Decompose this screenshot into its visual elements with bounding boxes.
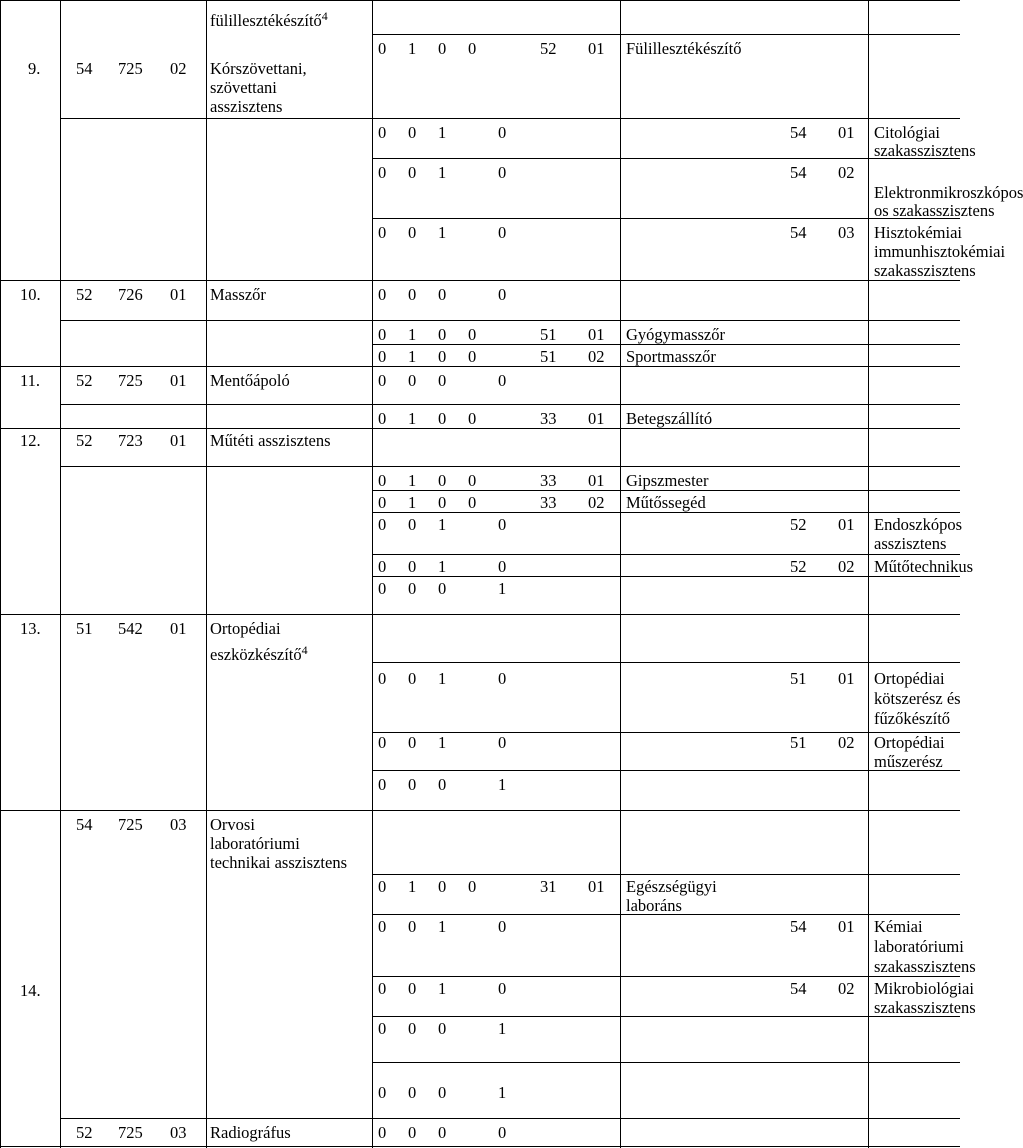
digit: 0 [378,515,387,534]
row-name: Mentőápoló [210,371,290,390]
rule [372,1016,960,1017]
digit: 0 [438,471,447,490]
sub-name: Hisztokémiai [874,223,962,242]
digit: 0 [438,775,447,794]
digit: 0 [468,325,477,344]
sub-name: Mikrobiológiai [874,979,974,998]
digit: 0 [498,557,507,576]
sub-code: 33 [540,493,557,512]
row-number: 9. [28,59,41,78]
digit: 0 [378,1083,387,1102]
sub-code: 52 [790,557,807,576]
digit: 0 [378,471,387,490]
digit: 0 [498,371,507,390]
sub-row [438,40,446,58]
row-name: Orvosi [210,815,255,834]
sub-name: laboratóriumi [874,937,964,956]
sub-code: 03 [838,223,855,242]
digit: 0 [378,917,387,936]
name-line: fülillesztékészítő [210,11,322,30]
sub-code: 01 [838,669,855,688]
digit: 1 [498,775,507,794]
sub-code: 51 [540,347,557,366]
sub-code: 02 [588,493,605,512]
row-number: 11. [20,371,41,390]
sub-code: 02 [588,347,605,366]
digit: 0 [498,123,507,142]
row-code: 51 [76,619,93,638]
digit: 0 [378,347,387,366]
sub-code: 51 [540,325,557,344]
digit: 0 [378,39,387,58]
digit: 0 [378,733,387,752]
digit: 0 [438,39,447,58]
digit: 1 [498,1019,507,1038]
sub-name: szakasszisztens [874,998,976,1017]
row-name: laboratóriumi [210,834,300,853]
row-name: asszisztens [210,97,283,116]
digit: 0 [498,979,507,998]
sub-code: 31 [540,877,557,896]
digit: 0 [468,493,477,512]
sub-name: Gipszmester [626,471,709,490]
row-code: 725 [118,371,143,390]
digit: 0 [438,579,447,598]
digit: 1 [438,557,447,576]
sub-code: 52 [540,39,557,58]
sub-name: Betegszállító [626,409,713,428]
digit: 0 [378,557,387,576]
row-code: 726 [118,285,143,304]
rule [0,0,1,1148]
sub-name: Elektronmikroszkópos [874,183,1023,202]
rule [372,158,960,159]
digit: 0 [468,347,477,366]
rule [0,614,960,615]
digit: 0 [408,775,417,794]
digit: 0 [408,515,417,534]
digit: 0 [378,1123,387,1142]
sub-code: 01 [588,877,605,896]
row-number: 14. [20,981,41,1000]
digit: 0 [408,1123,417,1142]
sub-name: Ortopédiai [874,733,945,752]
digit: 0 [378,979,387,998]
digit: 1 [498,579,507,598]
digit: 0 [438,877,447,896]
row-code: 03 [170,1123,187,1142]
sub-code: 54 [790,163,807,182]
digit: 1 [408,39,417,58]
digit: 1 [408,409,417,428]
digit: 0 [408,733,417,752]
digit: 0 [378,123,387,142]
sub-name: Kémiai [874,917,923,936]
row-name: Radiográfus [210,1123,291,1142]
sub-name: os szakasszisztens [874,201,995,220]
digit: 0 [378,285,387,304]
digit: 0 [498,285,507,304]
digit: 1 [408,347,417,366]
rule [0,366,960,367]
digit: 1 [438,123,447,142]
digit: 0 [438,1123,447,1142]
sub-code: 51 [790,669,807,688]
digit: 1 [438,733,447,752]
row-code: 725 [118,815,143,834]
digit: 0 [408,979,417,998]
row-name [210,643,308,664]
rule [0,428,960,429]
sub-name: szakasszisztens [874,957,976,976]
row-code: 01 [170,619,187,638]
sub-name: fűzőkészítő [874,709,951,728]
row-number: 12. [20,431,41,450]
digit: 0 [498,163,507,182]
digit: 1 [438,223,447,242]
rule [60,320,960,321]
row-code: 01 [170,371,187,390]
sub-name: Műtőtechnikus [874,557,973,576]
rule [60,1118,960,1119]
rule [372,344,960,345]
digit: 0 [408,669,417,688]
rule [372,0,373,1148]
rule [0,1146,960,1147]
digit: 0 [438,285,447,304]
digit: 0 [408,557,417,576]
digit: 1 [408,471,417,490]
footnote-mark: 4 [301,643,308,657]
sub-code: 54 [790,123,807,142]
sub-row [378,40,386,58]
sub-code: 01 [838,917,855,936]
sub-code: 02 [838,733,855,752]
digit: 0 [468,877,477,896]
digit: 0 [438,325,447,344]
rule [372,34,960,35]
sub-row [468,40,476,58]
digit: 0 [438,1019,447,1038]
row-code: 03 [170,815,187,834]
digit: 1 [408,325,417,344]
row-code: 542 [118,619,143,638]
sub-code: 02 [838,979,855,998]
row-number: 10. [20,285,41,304]
digit: 0 [408,917,417,936]
rule [372,576,960,577]
digit: 0 [378,325,387,344]
sub-code: 02 [838,557,855,576]
row-code: 54 [76,815,93,834]
sub-name: Gyógymasszőr [626,325,725,344]
rule [372,770,960,771]
digit: 0 [468,471,477,490]
row-code: 52 [76,371,93,390]
sub-code: 01 [588,39,605,58]
sub-name: szakasszisztens [874,261,976,280]
rule [60,118,960,119]
sub-code: 01 [588,409,605,428]
rule [0,810,960,811]
digit: 1 [438,669,447,688]
digit: 0 [378,579,387,598]
name-line: eszközkészítő [210,645,302,664]
digit: 0 [408,223,417,242]
row-code: 01 [170,285,187,304]
sub-code: 02 [838,163,855,182]
digit: 0 [438,347,447,366]
sub-code: 54 [790,979,807,998]
row-name: szövettani [210,78,277,97]
sub-name: Műtőssegéd [626,493,706,512]
digit: 1 [408,493,417,512]
sub-name: laboráns [626,896,682,915]
sub-name: szakasszisztens [874,141,976,160]
digit: 0 [438,371,447,390]
sub-name: műszerész [874,752,943,771]
digit: 0 [378,877,387,896]
sub-code: 33 [540,409,557,428]
digit: 0 [498,733,507,752]
sub-name: immunhisztokémiai [874,242,1006,261]
digit: 0 [378,1019,387,1038]
rule [60,466,960,467]
row-code: 54 [76,59,93,78]
rule [60,404,960,405]
rule [372,732,960,733]
digit: 1 [498,1083,507,1102]
rule [372,976,960,977]
row-code: 02 [170,59,187,78]
rule [372,512,960,513]
row-code: 52 [76,285,93,304]
digit: 0 [378,493,387,512]
digit: 0 [438,1083,447,1102]
sub-name: asszisztens [874,534,947,553]
sub-name: Ortopédiai [874,669,945,688]
sub-name: Egészségügyi [626,877,717,896]
row-code: 723 [118,431,143,450]
sub-name: kötszerész és [874,689,961,708]
sub-code: 51 [790,733,807,752]
row-code: 01 [170,431,187,450]
row-code: 52 [76,431,93,450]
sub-code: 01 [588,325,605,344]
row-name: Kórszövettani, [210,59,307,78]
sub-code: 33 [540,471,557,490]
digit: 0 [378,669,387,688]
digit: 1 [438,979,447,998]
row-number: 13. [20,619,41,638]
rule [372,554,960,555]
digit: 1 [438,917,447,936]
digit: 0 [498,515,507,534]
rule [372,1062,960,1063]
digit: 0 [408,371,417,390]
row-name: Masszőr [210,285,266,304]
digit: 1 [408,877,417,896]
sub-code: 01 [838,515,855,534]
sub-name: Fülillesztékészítő [626,39,742,58]
sub-code: 01 [588,471,605,490]
rule [0,280,960,281]
rule [620,0,621,1148]
sub-name: Endoszkópos [874,515,962,534]
digit: 0 [498,669,507,688]
sub-name: Citológiai [874,123,940,142]
digit: 0 [438,493,447,512]
rule [0,0,960,1]
digit: 0 [438,409,447,428]
digit: 0 [408,1019,417,1038]
digit: 0 [498,1123,507,1142]
row-code: 725 [118,1123,143,1142]
digit: 0 [498,223,507,242]
sub-code: 01 [838,123,855,142]
digit: 0 [408,123,417,142]
sub-code: 52 [790,515,807,534]
footnote-mark: 4 [321,9,328,23]
sub-code: 54 [790,223,807,242]
row-name: technikai asszisztens [210,853,347,872]
rule [372,662,960,663]
digit: 0 [378,371,387,390]
row-code: 52 [76,1123,93,1142]
digit: 0 [498,917,507,936]
row-name: Ortopédiai [210,619,281,638]
digit: 0 [378,775,387,794]
digit: 0 [408,579,417,598]
rule [60,0,61,1148]
rule [372,218,960,219]
digit: 0 [378,223,387,242]
rule [372,874,960,875]
sub-code: 54 [790,917,807,936]
rule [372,490,960,491]
sub-row [408,40,416,58]
rule [206,0,207,1148]
digit: 0 [408,1083,417,1102]
row-name [210,9,328,30]
rule [868,0,869,1148]
digit: 0 [408,285,417,304]
digit: 0 [378,163,387,182]
digit: 0 [468,39,477,58]
sub-name: Sportmasszőr [626,347,716,366]
digit: 1 [438,163,447,182]
digit: 0 [408,163,417,182]
digit: 0 [378,409,387,428]
digit: 0 [468,409,477,428]
digit: 1 [438,515,447,534]
row-code: 725 [118,59,143,78]
row-name: Műtéti asszisztens [210,431,331,450]
